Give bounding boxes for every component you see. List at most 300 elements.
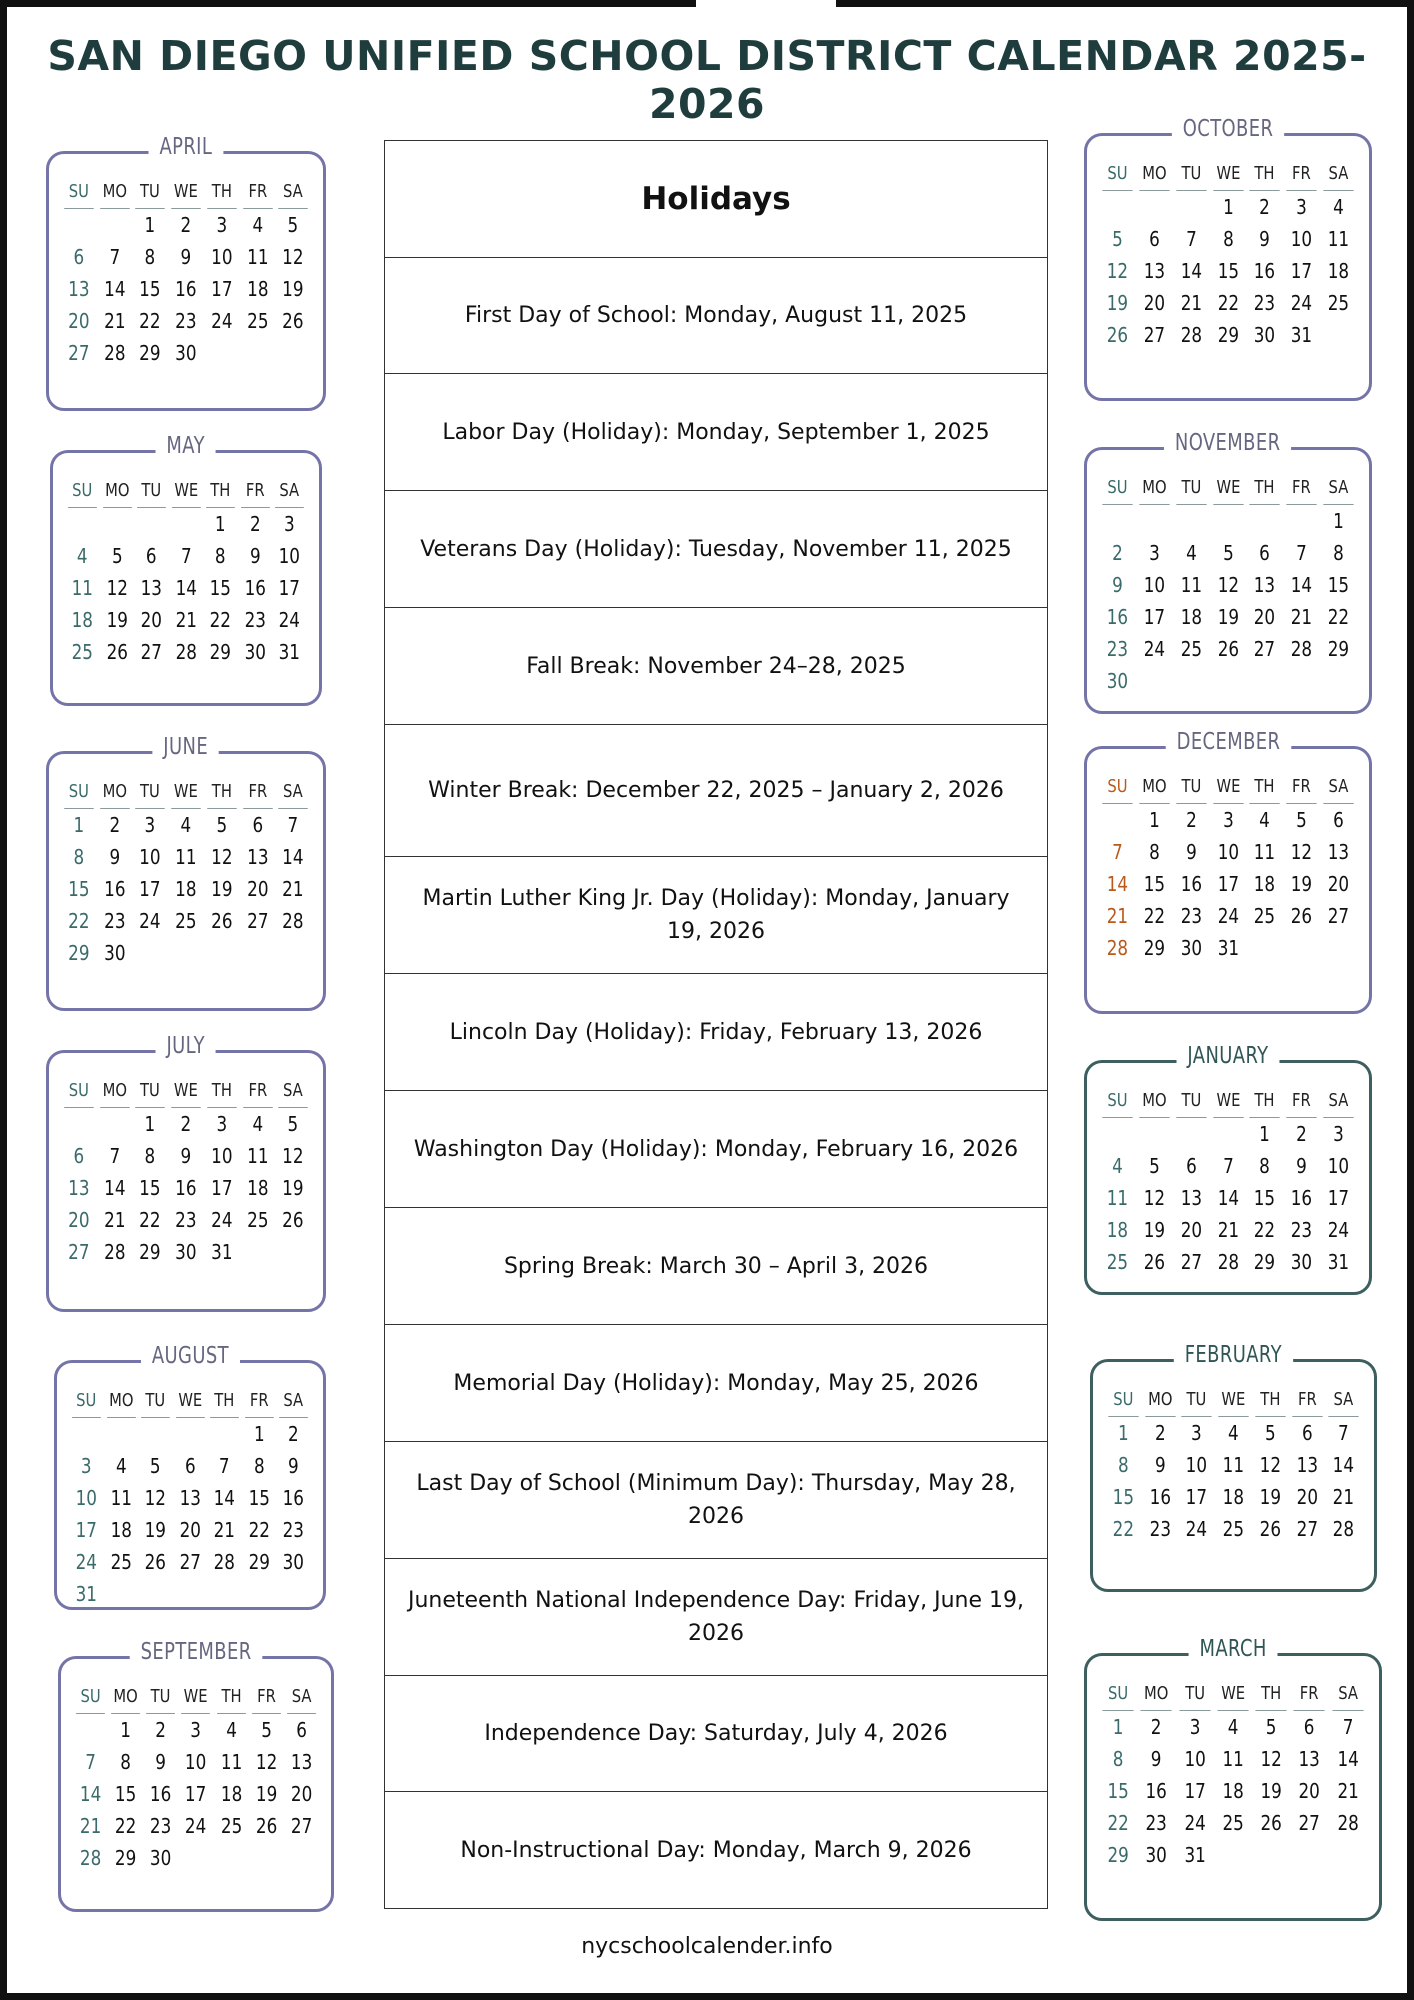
holidays-table [384, 140, 1048, 1909]
weekday-header: WE [1213, 158, 1243, 191]
weekday-header: TU [136, 776, 165, 809]
day-cell: 31 [1184, 1843, 1206, 1867]
day-cell: 20 [179, 1518, 201, 1542]
day-cell: 5 [111, 544, 123, 568]
day-cell: 4 [252, 213, 263, 237]
day-cell: 15 [115, 1782, 137, 1806]
day-cell: 18 [1254, 872, 1276, 896]
weekday-header: MO [1139, 158, 1169, 191]
holiday-row: Independence Day: Saturday, July 4, 2026 [385, 1676, 1047, 1792]
day-cell: 14 [1337, 1747, 1359, 1771]
day-cell: 24 [211, 1208, 233, 1232]
day-cell: 24 [1184, 1811, 1206, 1835]
day-cell: 18 [246, 1176, 269, 1200]
day-cell: 4 [1228, 1421, 1239, 1445]
weekday-header: TU [1182, 1384, 1212, 1417]
day-cell: 8 [1112, 1747, 1124, 1771]
day-cell: 10 [1186, 1453, 1208, 1477]
empty-cell [171, 508, 200, 540]
day-cell: 13 [1143, 259, 1165, 283]
day-cell: 1 [1259, 1122, 1271, 1146]
day-cell: 23 [1106, 637, 1129, 661]
empty-cell [1213, 1118, 1244, 1150]
day-cell: 1 [1112, 1715, 1124, 1739]
day-cell: 16 [1149, 1485, 1171, 1509]
month-name: JULY [156, 1033, 216, 1059]
day-cell: 27 [1296, 1517, 1318, 1541]
day-cell: 2 [249, 512, 261, 536]
day-cell: 20 [1180, 1218, 1202, 1242]
day-cell: 25 [71, 640, 93, 664]
day-cell: 13 [290, 1750, 313, 1774]
day-cell: 27 [1298, 1811, 1321, 1835]
month-card-november [1084, 430, 1372, 714]
day-cell: 25 [1222, 1811, 1244, 1835]
day-cell: 1 [1333, 509, 1344, 533]
month-grid [69, 1385, 311, 1610]
weekday-header: SA [278, 1075, 307, 1108]
weekday-header: TH [1255, 1384, 1285, 1417]
empty-cell [1139, 1118, 1170, 1150]
day-cell: 30 [103, 941, 126, 965]
day-cell: 15 [1217, 259, 1239, 283]
day-cell: 17 [211, 1176, 233, 1200]
day-cell: 11 [175, 845, 197, 869]
day-cell: 22 [115, 1814, 137, 1838]
weekday-header: SA [278, 176, 307, 209]
day-cell: 30 [1254, 323, 1276, 347]
day-cell: 7 [180, 544, 192, 568]
day-cell: 22 [139, 309, 161, 333]
weekday-header: MO [100, 776, 129, 809]
day-cell: 22 [1327, 605, 1350, 629]
day-cell: 15 [248, 1486, 270, 1510]
month-grid [1099, 1678, 1367, 1871]
day-cell: 10 [211, 245, 233, 269]
weekday-header: TU [141, 1385, 169, 1418]
day-cell: 11 [1254, 840, 1276, 864]
month-card-december [1084, 729, 1372, 1014]
day-cell: 24 [1186, 1517, 1208, 1541]
empty-cell [106, 1418, 135, 1450]
day-cell: 29 [1107, 1843, 1129, 1867]
day-cell: 30 [1291, 1250, 1313, 1274]
day-cell: 17 [1143, 605, 1165, 629]
day-cell: 17 [75, 1518, 97, 1542]
day-cell: 3 [80, 1454, 92, 1478]
weekday-header: SU [1102, 158, 1132, 191]
day-cell: 20 [1298, 1779, 1321, 1803]
weekday-header: MO [1139, 472, 1169, 505]
day-cell: 1 [1118, 1421, 1129, 1445]
day-cell: 26 [1260, 1811, 1282, 1835]
day-cell: 13 [1298, 1747, 1321, 1771]
day-cell: 13 [68, 1176, 90, 1200]
day-cell: 7 [1185, 227, 1197, 251]
page-title: SAN DIEGO UNIFIED SCHOOL DISTRICT CALENDAR 2025-2026 [47, 32, 1367, 128]
day-cell: 28 [213, 1550, 236, 1574]
day-cell: 14 [1106, 872, 1129, 896]
weekday-header: TU [136, 176, 165, 209]
month-name: MARCH [1188, 1636, 1277, 1662]
weekday-header: SU [1102, 1085, 1132, 1118]
day-cell: 20 [1327, 872, 1350, 896]
day-cell: 29 [1327, 637, 1350, 661]
weekday-header: TU [1179, 1678, 1210, 1711]
holiday-row: Winter Break: December 22, 2025 – January 2, 2026 [385, 725, 1047, 857]
day-cell: 6 [1301, 1421, 1313, 1445]
day-cell: 1 [144, 1112, 156, 1136]
empty-cell [1102, 1118, 1133, 1150]
day-cell: 29 [209, 640, 232, 664]
day-cell: 8 [1259, 1154, 1271, 1178]
day-cell: 21 [1332, 1485, 1355, 1509]
day-cell: 15 [139, 277, 161, 301]
day-cell: 29 [1217, 323, 1239, 347]
holidays-header: Holidays [385, 141, 1047, 258]
weekday-header: TH [1250, 158, 1280, 191]
day-cell: 29 [139, 341, 161, 365]
empty-cell [64, 1108, 94, 1140]
day-cell: 18 [1222, 1779, 1244, 1803]
day-cell: 28 [282, 909, 304, 933]
day-cell: 9 [288, 1454, 300, 1478]
day-cell: 20 [1143, 291, 1165, 315]
weekday-header: WE [1213, 1085, 1243, 1118]
empty-cell [100, 1108, 130, 1140]
day-cell: 10 [279, 544, 301, 568]
day-cell: 31 [75, 1582, 97, 1606]
day-cell: 8 [73, 845, 85, 869]
weekday-header: FR [1292, 1384, 1322, 1417]
day-cell: 23 [1291, 1218, 1313, 1242]
day-cell: 23 [244, 608, 266, 632]
day-cell: 7 [219, 1454, 230, 1478]
month-grid [1099, 158, 1357, 351]
day-cell: 15 [68, 877, 90, 901]
weekday-header: TU [1176, 472, 1206, 505]
day-cell: 20 [140, 608, 163, 632]
empty-cell [64, 209, 94, 241]
day-cell: 19 [211, 877, 233, 901]
empty-cell [68, 508, 97, 540]
empty-cell [1176, 191, 1207, 223]
month-name: FEBRUARY [1174, 1342, 1293, 1368]
month-name: APRIL [149, 134, 224, 160]
weekday-header: FR [1287, 472, 1317, 505]
day-cell: 5 [1148, 1154, 1160, 1178]
day-cell: 2 [1151, 1715, 1162, 1739]
weekday-header: SU [1102, 771, 1132, 804]
weekday-header: SA [276, 475, 304, 508]
day-cell: 8 [253, 1454, 265, 1478]
day-cell: 10 [1327, 1154, 1350, 1178]
day-cell: 19 [144, 1518, 167, 1542]
day-cell: 8 [1333, 541, 1344, 565]
weekday-header: SA [1323, 1085, 1353, 1118]
day-cell: 24 [279, 608, 301, 632]
day-cell: 27 [1327, 904, 1350, 928]
day-cell: 31 [1291, 323, 1313, 347]
day-cell: 5 [287, 213, 299, 237]
day-cell: 28 [1291, 637, 1313, 661]
empty-cell [1286, 505, 1317, 537]
day-cell: 23 [103, 909, 126, 933]
empty-cell [137, 508, 166, 540]
day-cell: 4 [1185, 541, 1197, 565]
holiday-row: Washington Day (Holiday): Monday, February 16, 2026 [385, 1091, 1047, 1208]
day-cell: 31 [279, 640, 301, 664]
month-name: JANUARY [1177, 1043, 1280, 1069]
day-cell: 9 [249, 544, 261, 568]
day-cell: 7 [1296, 541, 1308, 565]
day-cell: 6 [73, 1144, 85, 1168]
day-cell: 12 [1106, 259, 1129, 283]
day-cell: 2 [1296, 1122, 1308, 1146]
day-cell: 28 [1180, 323, 1202, 347]
day-cell: 2 [1259, 195, 1271, 219]
holiday-row: Lincoln Day (Holiday): Friday, February 13, 2026 [385, 974, 1047, 1091]
day-cell: 30 [283, 1550, 305, 1574]
holiday-row: Juneteenth National Independence Day: Friday, June 19, 2026 [385, 1559, 1047, 1676]
day-cell: 27 [68, 341, 90, 365]
empty-cell [1176, 1118, 1207, 1150]
day-cell: 1 [120, 1718, 132, 1742]
day-cell: 14 [79, 1782, 102, 1806]
weekday-header: WE [1218, 1384, 1248, 1417]
day-cell: 14 [103, 277, 126, 301]
day-cell: 3 [1148, 541, 1160, 565]
day-cell: 9 [1259, 227, 1271, 251]
day-cell: 9 [1112, 573, 1123, 597]
weekday-header: FR [243, 776, 272, 809]
day-cell: 13 [1254, 573, 1276, 597]
weekday-header: TH [1250, 1085, 1280, 1118]
day-cell: 17 [279, 576, 301, 600]
day-cell: 9 [1151, 1747, 1162, 1771]
day-cell: 21 [175, 608, 197, 632]
day-cell: 2 [288, 1422, 300, 1446]
month-card-july [46, 1033, 326, 1312]
day-cell: 6 [184, 1454, 196, 1478]
day-cell: 15 [1254, 1186, 1276, 1210]
day-cell: 12 [255, 1750, 277, 1774]
day-cell: 4 [225, 1718, 237, 1742]
day-cell: 11 [246, 245, 269, 269]
day-cell: 3 [216, 213, 228, 237]
day-cell: 3 [190, 1718, 202, 1742]
day-cell: 10 [1217, 840, 1239, 864]
day-cell: 18 [220, 1782, 242, 1806]
day-cell: 25 [1327, 291, 1350, 315]
month-grid [1099, 472, 1357, 697]
weekday-header: MO [1139, 1085, 1169, 1118]
day-cell: 5 [1264, 1421, 1276, 1445]
weekday-header: WE [171, 776, 200, 809]
weekday-header: TU [1176, 158, 1206, 191]
day-cell: 22 [1254, 1218, 1276, 1242]
day-cell: 4 [180, 813, 192, 837]
day-cell: 24 [1143, 637, 1165, 661]
month-grid [65, 475, 307, 668]
day-cell: 27 [179, 1550, 201, 1574]
month-name: SEPTEMBER [130, 1639, 263, 1665]
weekday-header: MO [103, 475, 131, 508]
month-card-june [46, 734, 326, 1011]
day-cell: 4 [76, 544, 88, 568]
holiday-row: First Day of School: Monday, August 11, 2025 [385, 258, 1047, 374]
weekday-header: TH [210, 1385, 238, 1418]
weekday-header: TH [207, 776, 236, 809]
day-cell: 11 [246, 1144, 269, 1168]
weekday-header: SA [1323, 158, 1353, 191]
day-cell: 16 [1145, 1779, 1168, 1803]
month-card-august [54, 1343, 326, 1610]
month-grid [1105, 1384, 1362, 1545]
day-cell: 9 [1185, 840, 1197, 864]
day-cell: 29 [139, 1240, 161, 1264]
day-cell: 5 [150, 1454, 161, 1478]
day-cell: 26 [106, 640, 128, 664]
weekday-header: FR [1287, 158, 1317, 191]
day-cell: 2 [155, 1718, 167, 1742]
day-cell: 27 [1143, 323, 1165, 347]
holiday-row: Fall Break: November 24–28, 2025 [385, 608, 1047, 725]
day-cell: 27 [290, 1814, 313, 1838]
weekday-header: WE [1213, 771, 1243, 804]
weekday-header: TU [146, 1681, 175, 1714]
day-cell: 19 [1143, 1218, 1165, 1242]
day-cell: 16 [175, 277, 197, 301]
month-card-october [1084, 116, 1372, 401]
day-cell: 28 [1106, 936, 1129, 960]
day-cell: 8 [1222, 227, 1234, 251]
day-cell: 17 [1327, 1186, 1350, 1210]
day-cell: 11 [1222, 1453, 1245, 1477]
day-cell: 14 [1291, 573, 1313, 597]
day-cell: 3 [216, 1112, 228, 1136]
month-name: JUNE [153, 734, 220, 760]
day-cell: 23 [150, 1814, 172, 1838]
month-grid [61, 1075, 311, 1268]
day-cell: 25 [246, 1208, 269, 1232]
empty-cell [1176, 505, 1207, 537]
month-name: OCTOBER [1172, 116, 1284, 142]
month-name: DECEMBER [1165, 729, 1291, 755]
day-cell: 6 [1148, 227, 1160, 251]
day-cell: 22 [248, 1518, 270, 1542]
weekday-header: FR [241, 475, 269, 508]
day-cell: 6 [252, 813, 263, 837]
day-cell: 4 [1227, 1715, 1239, 1739]
day-cell: 5 [1222, 541, 1234, 565]
day-cell: 13 [1327, 840, 1350, 864]
day-cell: 21 [282, 877, 304, 901]
day-cell: 10 [1184, 1747, 1206, 1771]
holiday-row: Memorial Day (Holiday): Monday, May 25, 2026 [385, 1325, 1047, 1442]
month-card-april [46, 134, 326, 411]
weekday-header: FR [1287, 1085, 1317, 1118]
empty-cell [1249, 505, 1280, 537]
day-cell: 19 [1217, 605, 1239, 629]
day-cell: 8 [144, 245, 156, 269]
weekday-header: TU [1176, 771, 1206, 804]
holiday-row: Veterans Day (Holiday): Tuesday, November 11, 2025 [385, 491, 1047, 608]
day-cell: 12 [106, 576, 128, 600]
day-cell: 9 [180, 1144, 192, 1168]
day-cell: 16 [1106, 605, 1129, 629]
day-cell: 16 [244, 576, 266, 600]
day-cell: 30 [244, 640, 266, 664]
weekday-header: SU [68, 475, 96, 508]
day-cell: 4 [1112, 1154, 1123, 1178]
day-cell: 26 [1106, 323, 1129, 347]
day-cell: 25 [1180, 637, 1202, 661]
day-cell: 15 [1143, 872, 1165, 896]
day-cell: 11 [110, 1486, 132, 1510]
footer-site: nycschoolcalender.info [581, 1934, 833, 1959]
day-cell: 20 [290, 1782, 313, 1806]
day-cell: 7 [1222, 1154, 1234, 1178]
day-cell: 8 [144, 1144, 156, 1168]
border-gap [696, 0, 836, 8]
day-cell: 9 [1154, 1453, 1166, 1477]
weekday-header: SA [280, 1385, 308, 1418]
day-cell: 15 [1107, 1779, 1129, 1803]
day-cell: 27 [1254, 637, 1276, 661]
day-cell: 16 [150, 1782, 172, 1806]
day-cell: 24 [75, 1550, 97, 1574]
day-cell: 18 [1327, 259, 1350, 283]
day-cell: 9 [155, 1750, 167, 1774]
month-grid [1099, 1085, 1357, 1278]
day-cell: 26 [282, 1208, 304, 1232]
day-cell: 10 [185, 1750, 207, 1774]
day-cell: 21 [213, 1518, 236, 1542]
day-cell: 20 [246, 877, 269, 901]
day-cell: 3 [1189, 1715, 1201, 1739]
weekday-header: MO [111, 1681, 140, 1714]
day-cell: 14 [1217, 1186, 1239, 1210]
day-cell: 13 [140, 576, 163, 600]
empty-cell [141, 1418, 170, 1450]
day-cell: 21 [103, 1208, 126, 1232]
day-cell: 5 [260, 1718, 272, 1742]
day-cell: 6 [1259, 541, 1271, 565]
day-cell: 2 [109, 813, 120, 837]
empty-cell [1102, 505, 1133, 537]
weekday-header: WE [171, 1075, 200, 1108]
month-grid [1099, 771, 1357, 964]
day-cell: 26 [255, 1814, 277, 1838]
day-cell: 23 [1145, 1811, 1168, 1835]
day-cell: 20 [1254, 605, 1276, 629]
day-cell: 14 [103, 1176, 126, 1200]
day-cell: 30 [175, 341, 197, 365]
day-cell: 25 [1106, 1250, 1129, 1274]
weekday-header: MO [1141, 1678, 1172, 1711]
day-cell: 9 [1296, 1154, 1308, 1178]
month-name: MAY [156, 433, 216, 459]
day-cell: 13 [68, 277, 90, 301]
day-cell: 30 [150, 1846, 172, 1870]
day-cell: 14 [1180, 259, 1202, 283]
day-cell: 24 [1327, 1218, 1350, 1242]
day-cell: 22 [1143, 904, 1165, 928]
day-cell: 19 [255, 1782, 277, 1806]
day-cell: 3 [284, 512, 296, 536]
day-cell: 12 [1217, 573, 1239, 597]
